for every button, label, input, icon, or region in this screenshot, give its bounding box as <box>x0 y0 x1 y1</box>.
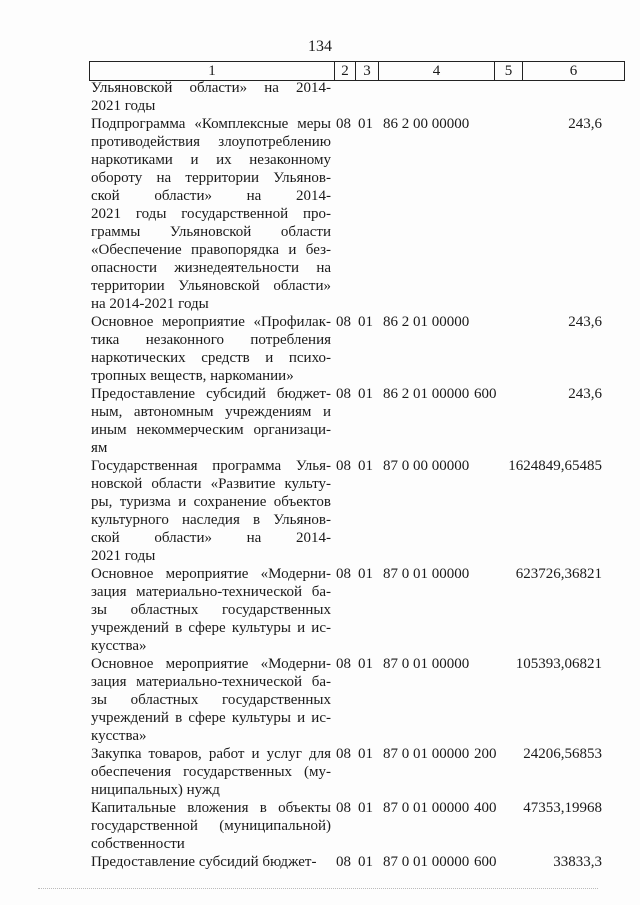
description-line: Закупка товаров, работ и услуг для <box>91 746 331 762</box>
cell-col-6: 243,6 <box>568 386 602 402</box>
cell-col-4: 86 2 01 00000 <box>383 314 470 330</box>
cell-col-6: 243,6 <box>568 314 602 330</box>
cell-col-4: 87 0 01 00000 <box>383 854 470 870</box>
cell-col-6: 623726,36821 <box>515 566 602 582</box>
description-line: Предоставление субсидий бюджет- <box>91 854 317 870</box>
cell-col-2: 08 <box>336 854 351 870</box>
cell-col-4: 87 0 00 00000 <box>383 458 470 474</box>
description-line: зация материально-технической ба- <box>91 674 331 690</box>
cell-col-6: 105393,06821 <box>515 656 602 672</box>
description-line: зация материально-технической ба- <box>91 584 331 600</box>
description-line: зы областных государственных <box>91 692 331 708</box>
cell-col-2: 08 <box>336 386 351 402</box>
row-description <box>91 79 331 115</box>
row-description <box>91 745 331 799</box>
cell-col-3: 01 <box>358 656 373 672</box>
row-description <box>91 457 331 565</box>
description-line: противодействия злоупотреблению <box>91 134 331 150</box>
page-number: 134 <box>308 38 332 55</box>
cell-col-2: 08 <box>336 800 351 816</box>
description-line: на 2014-2021 годы <box>91 296 209 312</box>
cell-col-5: 600 <box>474 854 497 870</box>
cell-col-3: 01 <box>358 458 373 474</box>
row-description <box>91 655 331 745</box>
cell-col-4: 87 0 01 00000 <box>383 800 470 816</box>
description-line: тропных веществ, наркомании» <box>91 368 294 384</box>
row-description <box>91 115 331 313</box>
cell-col-4: 87 0 01 00000 <box>383 656 470 672</box>
description-line: обеспечения государственных (му- <box>91 764 331 780</box>
cell-col-5: 600 <box>474 386 497 402</box>
header-col-6: 6 <box>523 62 625 81</box>
header-col-2: 2 <box>335 62 356 81</box>
description-line: Основное мероприятие «Модерни- <box>91 656 331 672</box>
cell-col-2: 08 <box>336 566 351 582</box>
description-line: ской области» на 2014- <box>91 188 331 204</box>
cell-col-3: 01 <box>358 854 373 870</box>
header-col-3: 3 <box>356 62 379 81</box>
cell-col-6: 243,6 <box>568 116 602 132</box>
cell-col-3: 01 <box>358 314 373 330</box>
cell-col-4: 86 2 00 00000 <box>383 116 470 132</box>
cell-col-4: 86 2 01 00000 <box>383 386 470 402</box>
cell-col-3: 01 <box>358 800 373 816</box>
description-line: ской области» на 2014- <box>91 530 331 546</box>
description-line: собственности <box>91 836 185 852</box>
cell-col-4: 87 0 01 00000 <box>383 746 470 762</box>
description-line: наркотиками и их незаконному <box>91 152 331 168</box>
description-line: наркотических средств и психо- <box>91 350 331 366</box>
header-col-5: 5 <box>495 62 523 81</box>
cell-col-6: 24206,56853 <box>523 746 602 762</box>
description-line: государственной (муниципальной) <box>91 818 331 834</box>
description-line: учреждений в сфере культуры и ис- <box>91 620 331 636</box>
cell-col-2: 08 <box>336 746 351 762</box>
cell-col-6: 1624849,65485 <box>508 458 602 474</box>
description-line: граммы Ульяновской области <box>91 224 331 240</box>
description-line: Ульяновской области» на 2014- <box>91 80 331 96</box>
cell-col-4: 87 0 01 00000 <box>383 566 470 582</box>
cell-col-2: 08 <box>336 314 351 330</box>
row-description <box>91 313 331 385</box>
header-col-4: 4 <box>379 62 495 81</box>
footer-divider <box>38 888 598 889</box>
description-line: кусства» <box>91 728 147 744</box>
row-description <box>91 853 331 871</box>
description-line: Подпрограмма «Комплексные меры <box>91 116 331 132</box>
header-col-1: 1 <box>90 62 335 81</box>
cell-col-6: 47353,19968 <box>523 800 602 816</box>
description-line: ным, автономным учреждениям и <box>91 404 331 420</box>
cell-col-5: 200 <box>474 746 497 762</box>
description-line: Предоставление субсидий бюджет- <box>91 386 331 402</box>
description-line: «Обеспечение правопорядка и без- <box>91 242 331 258</box>
row-description <box>91 385 331 457</box>
description-line: опасности жизнедеятельности на <box>91 260 331 276</box>
cell-col-5: 400 <box>474 800 497 816</box>
description-line: ры, туризма и сохранение объектов <box>91 494 331 510</box>
cell-col-3: 01 <box>358 116 373 132</box>
description-line: Государственная программа Улья- <box>91 458 331 474</box>
cell-col-3: 01 <box>358 746 373 762</box>
description-line: тика незаконного потребления <box>91 332 331 348</box>
description-line: зы областных государственных <box>91 602 331 618</box>
cell-col-3: 01 <box>358 386 373 402</box>
description-line: 2021 годы <box>91 98 156 114</box>
description-line: Основное мероприятие «Профилак- <box>91 314 331 330</box>
cell-col-2: 08 <box>336 656 351 672</box>
description-line: культурного наследия в Ульянов- <box>91 512 331 528</box>
description-line: 2021 годы <box>91 548 156 564</box>
description-line: ям <box>91 440 108 456</box>
description-line: Капитальные вложения в объекты <box>91 800 331 816</box>
description-line: Основное мероприятие «Модерни- <box>91 566 331 582</box>
row-description <box>91 799 331 853</box>
row-description <box>91 565 331 655</box>
cell-col-6: 33833,3 <box>553 854 602 870</box>
description-line: обороту на территории Ульянов- <box>91 170 331 186</box>
description-line: 2021 годы государственной про- <box>91 206 331 222</box>
table-header <box>89 61 625 81</box>
description-line: территории Ульяновской области» <box>91 278 331 294</box>
description-line: новской области «Развитие культу- <box>91 476 331 492</box>
cell-col-2: 08 <box>336 458 351 474</box>
description-line: ниципальных) нужд <box>91 782 220 798</box>
description-line: иным некоммерческим организаци- <box>91 422 331 438</box>
cell-col-3: 01 <box>358 566 373 582</box>
cell-col-2: 08 <box>336 116 351 132</box>
description-line: кусства» <box>91 638 147 654</box>
description-line: учреждений в сфере культуры и ис- <box>91 710 331 726</box>
